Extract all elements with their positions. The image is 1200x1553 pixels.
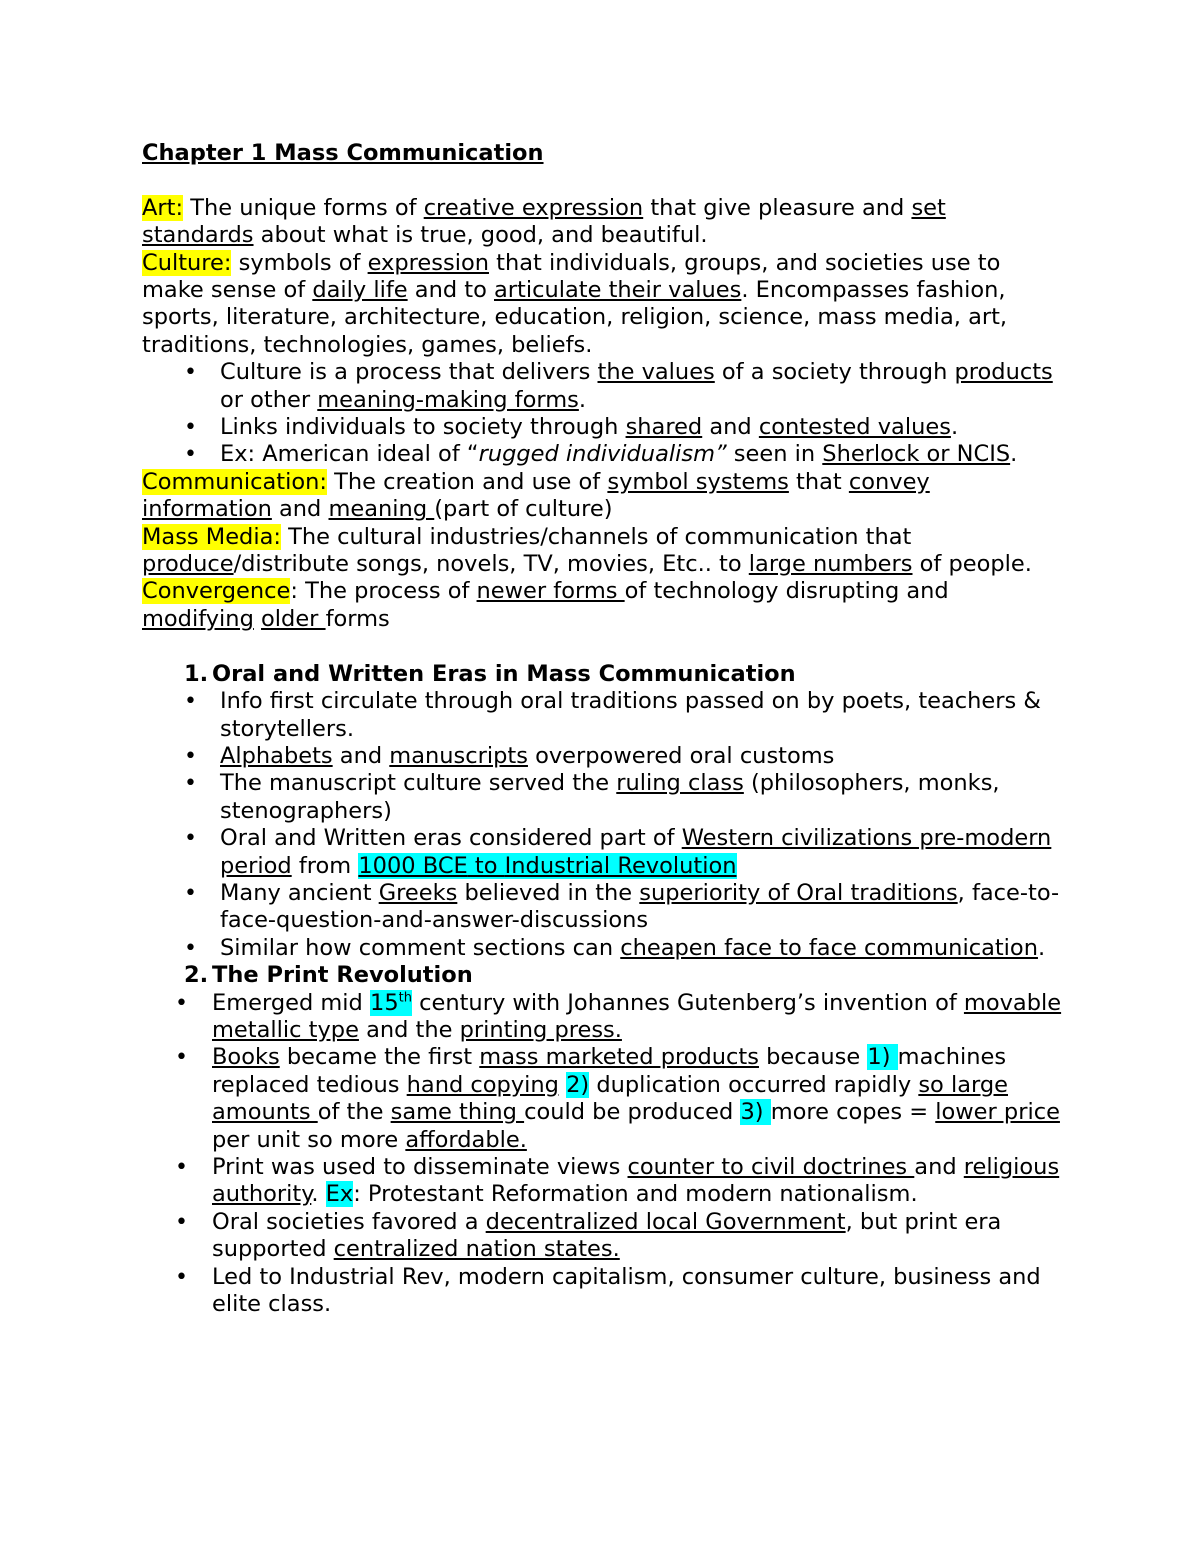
list-item: • Oral and Written eras considered part of Western civilizations pre-modern period from 1000 BCE to Industrial Revolution — [142, 825, 1062, 880]
key-highlight: 1000 BCE — [358, 852, 468, 879]
document-page — [142, 140, 1062, 1318]
key-highlight: Industrial Revolution — [504, 852, 737, 879]
definition-communication: Communication: The creation and use of symbol systems that convey information and meaning (part of culture) — [142, 468, 930, 523]
key-highlight: to — [467, 852, 505, 879]
definition-convergence: Convergence: The process of newer forms of technology disrupting and modifying older forms — [142, 578, 949, 632]
list-item: • Similar how comment sections can cheapen face to face communication. — [142, 935, 1062, 962]
list-item: • Oral societies favored a decentralized local Government, but print era supported centralized nation states. — [142, 1209, 1062, 1264]
key-highlight: Ex — [325, 1181, 354, 1208]
key-highlight: 3) — [740, 1099, 771, 1126]
list-item: • Ex: American ideal of “rugged individualism” seen in Sherlock or NCIS. — [142, 441, 1062, 468]
list-item: • Info first circulate through oral traditions passed on by poets, teachers & storytellers. — [142, 688, 1062, 743]
spacer — [142, 633, 1062, 660]
definition-culture: Culture: symbols of expression that individuals, groups, and societies use to make sense of daily life and to articulate their values. Encompasses fashion, sports, literature, architecture, education, religion, science, mass media, art, traditions, technologies, games, beliefs. — [142, 249, 1008, 358]
list-item: • The manuscript culture served the ruling class (philosophers, monks, stenographers) — [142, 770, 1062, 825]
definition-mass-media: Mass Media: The cultural industries/channels of communication that produce/distribute songs, novels, TV, movies, Etc.. to large numbers of people. — [142, 523, 1032, 578]
list-item: • Print was used to disseminate views counter to civil doctrines and religious authority. Ex: Protestant Reformation and modern nationalism. — [142, 1154, 1062, 1209]
section2-bullet-list — [142, 990, 1062, 1319]
list-item: • Emerged mid 15th century with Johannes Gutenberg’s invention of movable metallic type and the printing press. — [142, 990, 1062, 1045]
culture-bullet-list — [142, 359, 1062, 469]
section1-bullet-list — [142, 688, 1062, 962]
list-item: • Links individuals to society through shared and contested values. — [142, 414, 1062, 441]
key-highlight: 2) — [566, 1071, 590, 1098]
key-highlight: 1) — [867, 1044, 898, 1071]
section-heading-1: 1. Oral and Written Eras in Mass Communication — [184, 660, 796, 687]
list-item: • Books became the first mass marketed products because 1) machines replaced tedious hand copying 2) duplication occurred rapidly so large amounts of the same thing could be produced 3) more copes = lower price per unit so more affordable. — [142, 1044, 1062, 1154]
term-highlight: Culture: — [142, 249, 232, 276]
term-highlight: Art: — [142, 194, 184, 221]
section-heading-2: 2. The Print Revolution — [184, 962, 473, 989]
list-item: • Alphabets and manuscripts overpowered oral customs — [142, 743, 1062, 770]
list-item: • Many ancient Greeks believed in the superiority of Oral traditions, face-to-face-question-and-answer-discussions — [142, 880, 1062, 935]
list-item: • Led to Industrial Rev, modern capitalism, consumer culture, business and elite class. — [142, 1264, 1062, 1319]
term-highlight: Communication: — [142, 468, 327, 495]
page-title: Chapter 1 Mass Communication — [142, 140, 544, 166]
term-highlight: Mass Media: — [142, 523, 281, 550]
term-highlight: Convergence — [142, 578, 291, 605]
definition-art: Art: The unique forms of creative expression that give pleasure and set standards about what is true, good, and beautiful. — [142, 194, 946, 249]
list-item: • Culture is a process that delivers the values of a society through products or other meaning-making forms. — [142, 359, 1062, 414]
key-highlight: 15th — [370, 989, 412, 1016]
